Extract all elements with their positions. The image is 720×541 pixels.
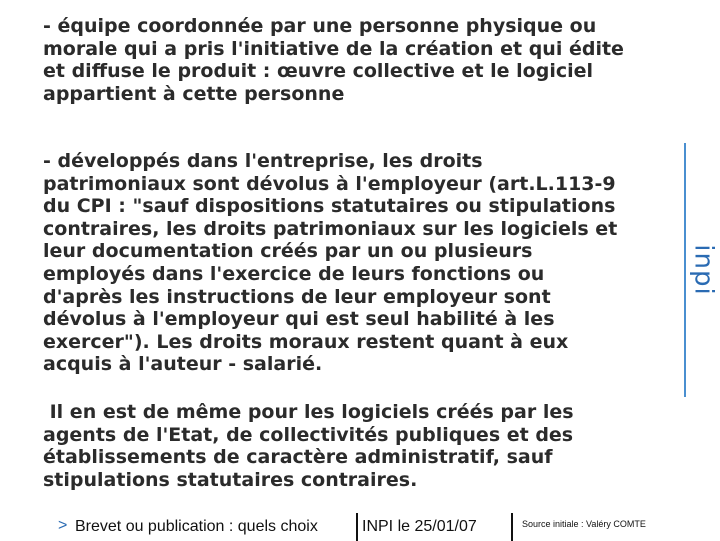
footer-separator: [511, 513, 513, 541]
brand-divider: [684, 143, 686, 397]
paragraph-1-line: morale qui a pris l'initiative de la création et qui édite: [43, 37, 624, 60]
paragraph-2-line: acquis à l'auteur - salarié.: [43, 353, 323, 376]
paragraph-2-line: d'après les instructions de leur employeur sont: [43, 285, 551, 308]
paragraph-3-line: Il en est de même pour les logiciels créés par les: [43, 401, 574, 423]
paragraph-2-line: leur documentation créés par un ou plusieurs: [43, 240, 533, 263]
footer-date: INPI le 25/01/07: [362, 518, 477, 535]
paragraph-2-line: contraires, les droits patrimoniaux sur les logiciels et: [43, 217, 618, 240]
footer-title: Brevet ou publication : quels choix: [75, 518, 318, 535]
inpi-logo-text: inpi: [689, 244, 719, 296]
paragraph-2-line: employés dans l'exercice de leurs fonctions ou: [43, 262, 545, 285]
paragraph-3-line: agents de l'Etat, de collectivités publiques et des: [43, 423, 574, 446]
footer: [0, 510, 720, 540]
paragraph-2-line: exercer"). Les droits moraux restent quant à eux: [43, 330, 569, 353]
inpi-logo: [690, 240, 718, 300]
paragraph-2-line: du CPI : "sauf dispositions statutaires ou stipulations: [43, 195, 616, 218]
paragraph-3-line: stipulations statutaires contraires.: [43, 468, 418, 491]
paragraph-1-line: appartient à cette personne: [43, 82, 345, 105]
footer-arrow-icon: >: [58, 517, 68, 534]
paragraph-1: [43, 15, 624, 105]
paragraph-2-line: patrimoniaux sont dévolus à l'employeur (art.L.113-9: [43, 172, 616, 195]
paragraph-1-line: et diffuse le produit : œuvre collective et le logiciel: [43, 60, 594, 83]
paragraph-2: [43, 150, 617, 376]
footer-credit: Source initiale : Valéry COMTE: [522, 519, 646, 529]
paragraph-3: [43, 401, 574, 491]
paragraph-2-line: - développés dans l'entreprise, les droits: [43, 150, 483, 172]
paragraph-2-line: dévolus à l'employeur qui est seul habilité à les: [43, 308, 555, 331]
paragraph-1-line: - équipe coordonnée par une personne physique ou: [43, 15, 597, 37]
footer-separator: [356, 513, 358, 541]
paragraph-3-line: établissements de caractère administratif, sauf: [43, 446, 553, 469]
